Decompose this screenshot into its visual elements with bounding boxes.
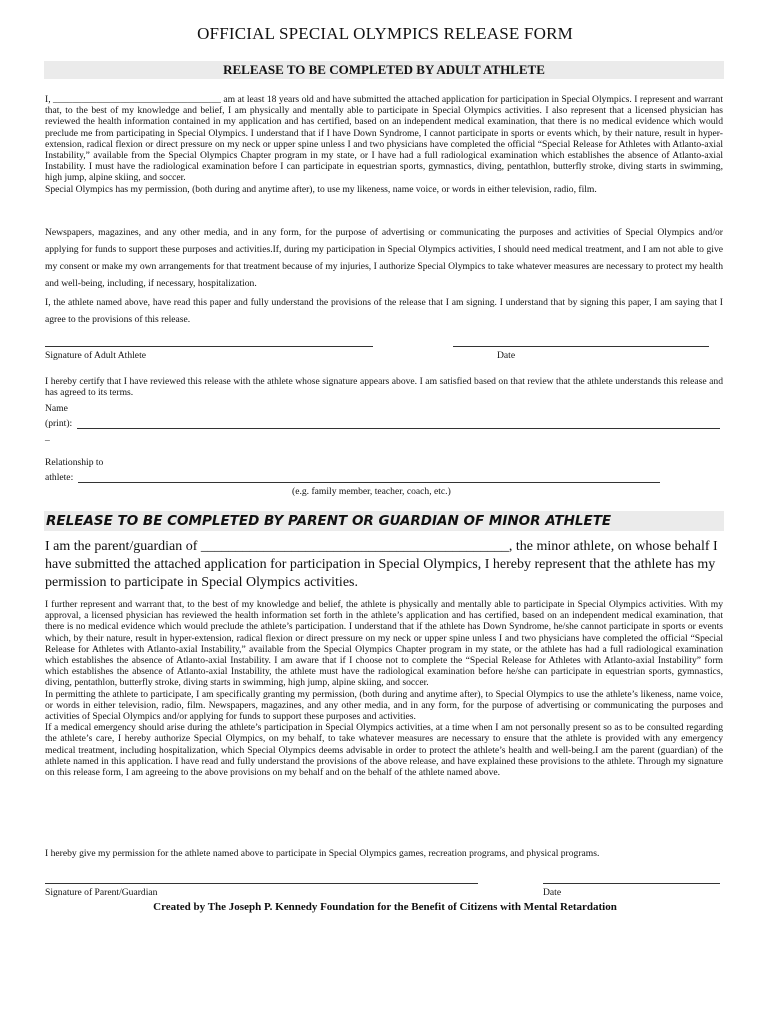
guardian-media-text: In permitting the athlete to participate, I am specifically granting my permission, (both during and anytime after), to Special Olympics to use the athlete’s likeness, name voice, or words in either television, radio, film. Newspapers, magazines, and any other media, and in any form, for the purpose of advertising or communicating the purposes and activities of Special Olympics and/or applying for funds to support these purposes and activities. bbox=[45, 688, 723, 723]
athlete-label: athlete: bbox=[45, 472, 74, 483]
adult-release-text: am at least 18 years old and have submitted the attached application for participation in Special Olympics. I represent and warrant that, to the best of my knowledge and belief, I am physically and mentally able to participate in Special Olympics activities. I also represent that a licensed physician has reviewed the health information contained in my application and has certified, based on an independent medical examination, that there is no medical evidence which would preclude me from participating in Special Olympics. I understand that if I have Down Syndrome, I cannot participate in sports or events which, by their nature, result in hyper-extension, radical flexion or direct pressure on my neck or upper spine unless I and two physicians have completed the official “Special Release for Athletes with Atlanto-axial Instability,” available from the Special Olympics Chapter program in my state, or I have had a full radiological examination which establishes the absence of Atlanto-axial Instability. I must have the radiological examination before I can participate in equestrian sports, gymnastics, diving, pentathlon, butterfly stroke, diving starts in swimming, high jump, alpine skiing, and soccer. bbox=[45, 94, 723, 184]
minor-athlete-name-blank[interactable]: ____________________________________________ bbox=[200, 539, 509, 554]
name-label: Name bbox=[45, 403, 68, 414]
relationship-label: Relationship to bbox=[45, 457, 104, 468]
guardian-signature-label: Signature of Parent/Guardian bbox=[45, 887, 158, 898]
adult-date-label: Date bbox=[497, 350, 516, 361]
guardian-intro bbox=[45, 538, 723, 592]
adult-signature-line[interactable] bbox=[45, 346, 373, 347]
print-dash: _ bbox=[45, 432, 50, 443]
relationship-hint: (e.g. family member, teacher, coach, etc.) bbox=[292, 486, 451, 497]
guardian-release-body bbox=[45, 599, 723, 778]
guardian-permission: I hereby give my permission for the athlete named above to participate in Special Olympics games, recreation programs, and physical programs. bbox=[45, 848, 600, 859]
guardian-signature-line[interactable] bbox=[45, 883, 478, 884]
athlete-name-blank[interactable]: ___________________________________ bbox=[53, 94, 221, 105]
guardian-date-label: Date bbox=[543, 887, 562, 898]
adult-section-heading: RELEASE TO BE COMPLETED BY ADULT ATHLETE bbox=[223, 62, 545, 77]
adult-section-header bbox=[44, 61, 724, 79]
adult-date-line[interactable] bbox=[453, 346, 709, 347]
adult-signature-label: Signature of Adult Athlete bbox=[45, 350, 146, 361]
minor-section-heading: RELEASE TO BE COMPLETED BY PARENT OR GUARDIAN OF MINOR ATHLETE bbox=[46, 513, 612, 529]
adult-permission-text: Special Olympics has my permission, (both during and anytime after), to use my likeness, name voice, or words in either television, radio, film. bbox=[45, 183, 597, 195]
print-name-line[interactable] bbox=[77, 428, 720, 429]
adult-media-paragraph: Newspapers, magazines, and any other media, and in any form, for the purpose of advertising or communicating the purposes and activities of Special Olympics and/or applying for funds to support these purposes and activities.If, during my participation in Special Olympics activities, I should need medical treatment, and I am not able to give my consent or make my own arrangements for that treatment because of my injuries, I authorize Special Olympics to take whatever measures are necessary to protect my health and well-being, including, if necessary, hospitalization. bbox=[45, 227, 723, 289]
guardian-date-line[interactable] bbox=[543, 883, 720, 884]
guardian-release-text: I further represent and warrant that, to the best of my knowledge and belief, the athlete is physically and mentally able to participate in Special Olympics activities. With my approval, a licensed physician has reviewed the health information set forth in the athlete’s application and has certified, based on an independent medical examination, that there is no medical evidence which would preclude the athlete’s participation. I understand that if the athlete has Down Syndrome, he/she cannot participate in sports or events which, by their nature, result in hyper-extension, radical flexion or direct pressure on my neck or upper spine unless I and two physicians have completed the official “Special Release for Athletes with Atlanto-axial Instability,” available from the Special Olympics Chapter program in my state, or the athlete has had a full radiological examination which establishes the absence of Atlanto-axial Instability. I am aware that if I choose not to complete the “Special Release for Athletes with Atlanto-axial Instability” form which establishes the absence of Atlanto-axial Instability, the athlete must have the radiological examination before he/she can participate in equestrian sports, gymnastics, diving, pentathlon, butterfly stroke, diving starts in swimming, high jump, alpine skiing, and soccer. bbox=[45, 599, 723, 689]
name-prefix: I, bbox=[45, 94, 51, 105]
adult-release-paragraph bbox=[45, 94, 723, 195]
certify-paragraph: I hereby certify that I have reviewed this release with the athlete whose signature appears above. I am satisfied based on that review that the athlete understands this release and has agreed to its terms. bbox=[45, 376, 723, 399]
guardian-intro-suffix: , the minor athlete, on whose behalf I have submitted the attached application for participation in Special Olympics, I hereby represent that the athlete has my permission to participate in Special Olympics activities. bbox=[45, 539, 718, 590]
form-title: OFFICIAL SPECIAL OLYMPICS RELEASE FORM bbox=[197, 24, 573, 43]
footer-credit: Created by The Joseph P. Kennedy Foundation for the Benefit of Citizens with Mental Retardation bbox=[153, 901, 617, 913]
adult-acknowledgement: I, the athlete named above, have read this paper and fully understand the provisions of the release that I am signing. I understand that by signing this paper, I am saying that I agree to the provisions of this release. bbox=[45, 297, 723, 325]
guardian-emergency-text: If a medical emergency should arise during the athlete’s participation in Special Olympics activities, at a time when I am not personally present so as to be consulted regarding the athlete’s care, I hereby authorize Special Olympics, on my behalf, to take whatever measures are necessary to ensure that the athlete is provided with any emergency medical treatment, including hospitalization, which Special Olympics deems advisable in order to protect the athlete’s health and well-being.I am the parent (guardian) of the athlete named in this application. I have read and fully understand the provisions of the above release, and have explained these provisions to the athlete. Through my signature on this release form, I am agreeing to the above provisions on my behalf and on the behalf of the athlete named above. bbox=[45, 722, 723, 779]
relationship-line[interactable] bbox=[78, 482, 660, 483]
print-label: (print): bbox=[45, 418, 73, 429]
guardian-intro-prefix: I am the parent/guardian of bbox=[45, 539, 201, 554]
minor-section-header bbox=[44, 511, 724, 531]
